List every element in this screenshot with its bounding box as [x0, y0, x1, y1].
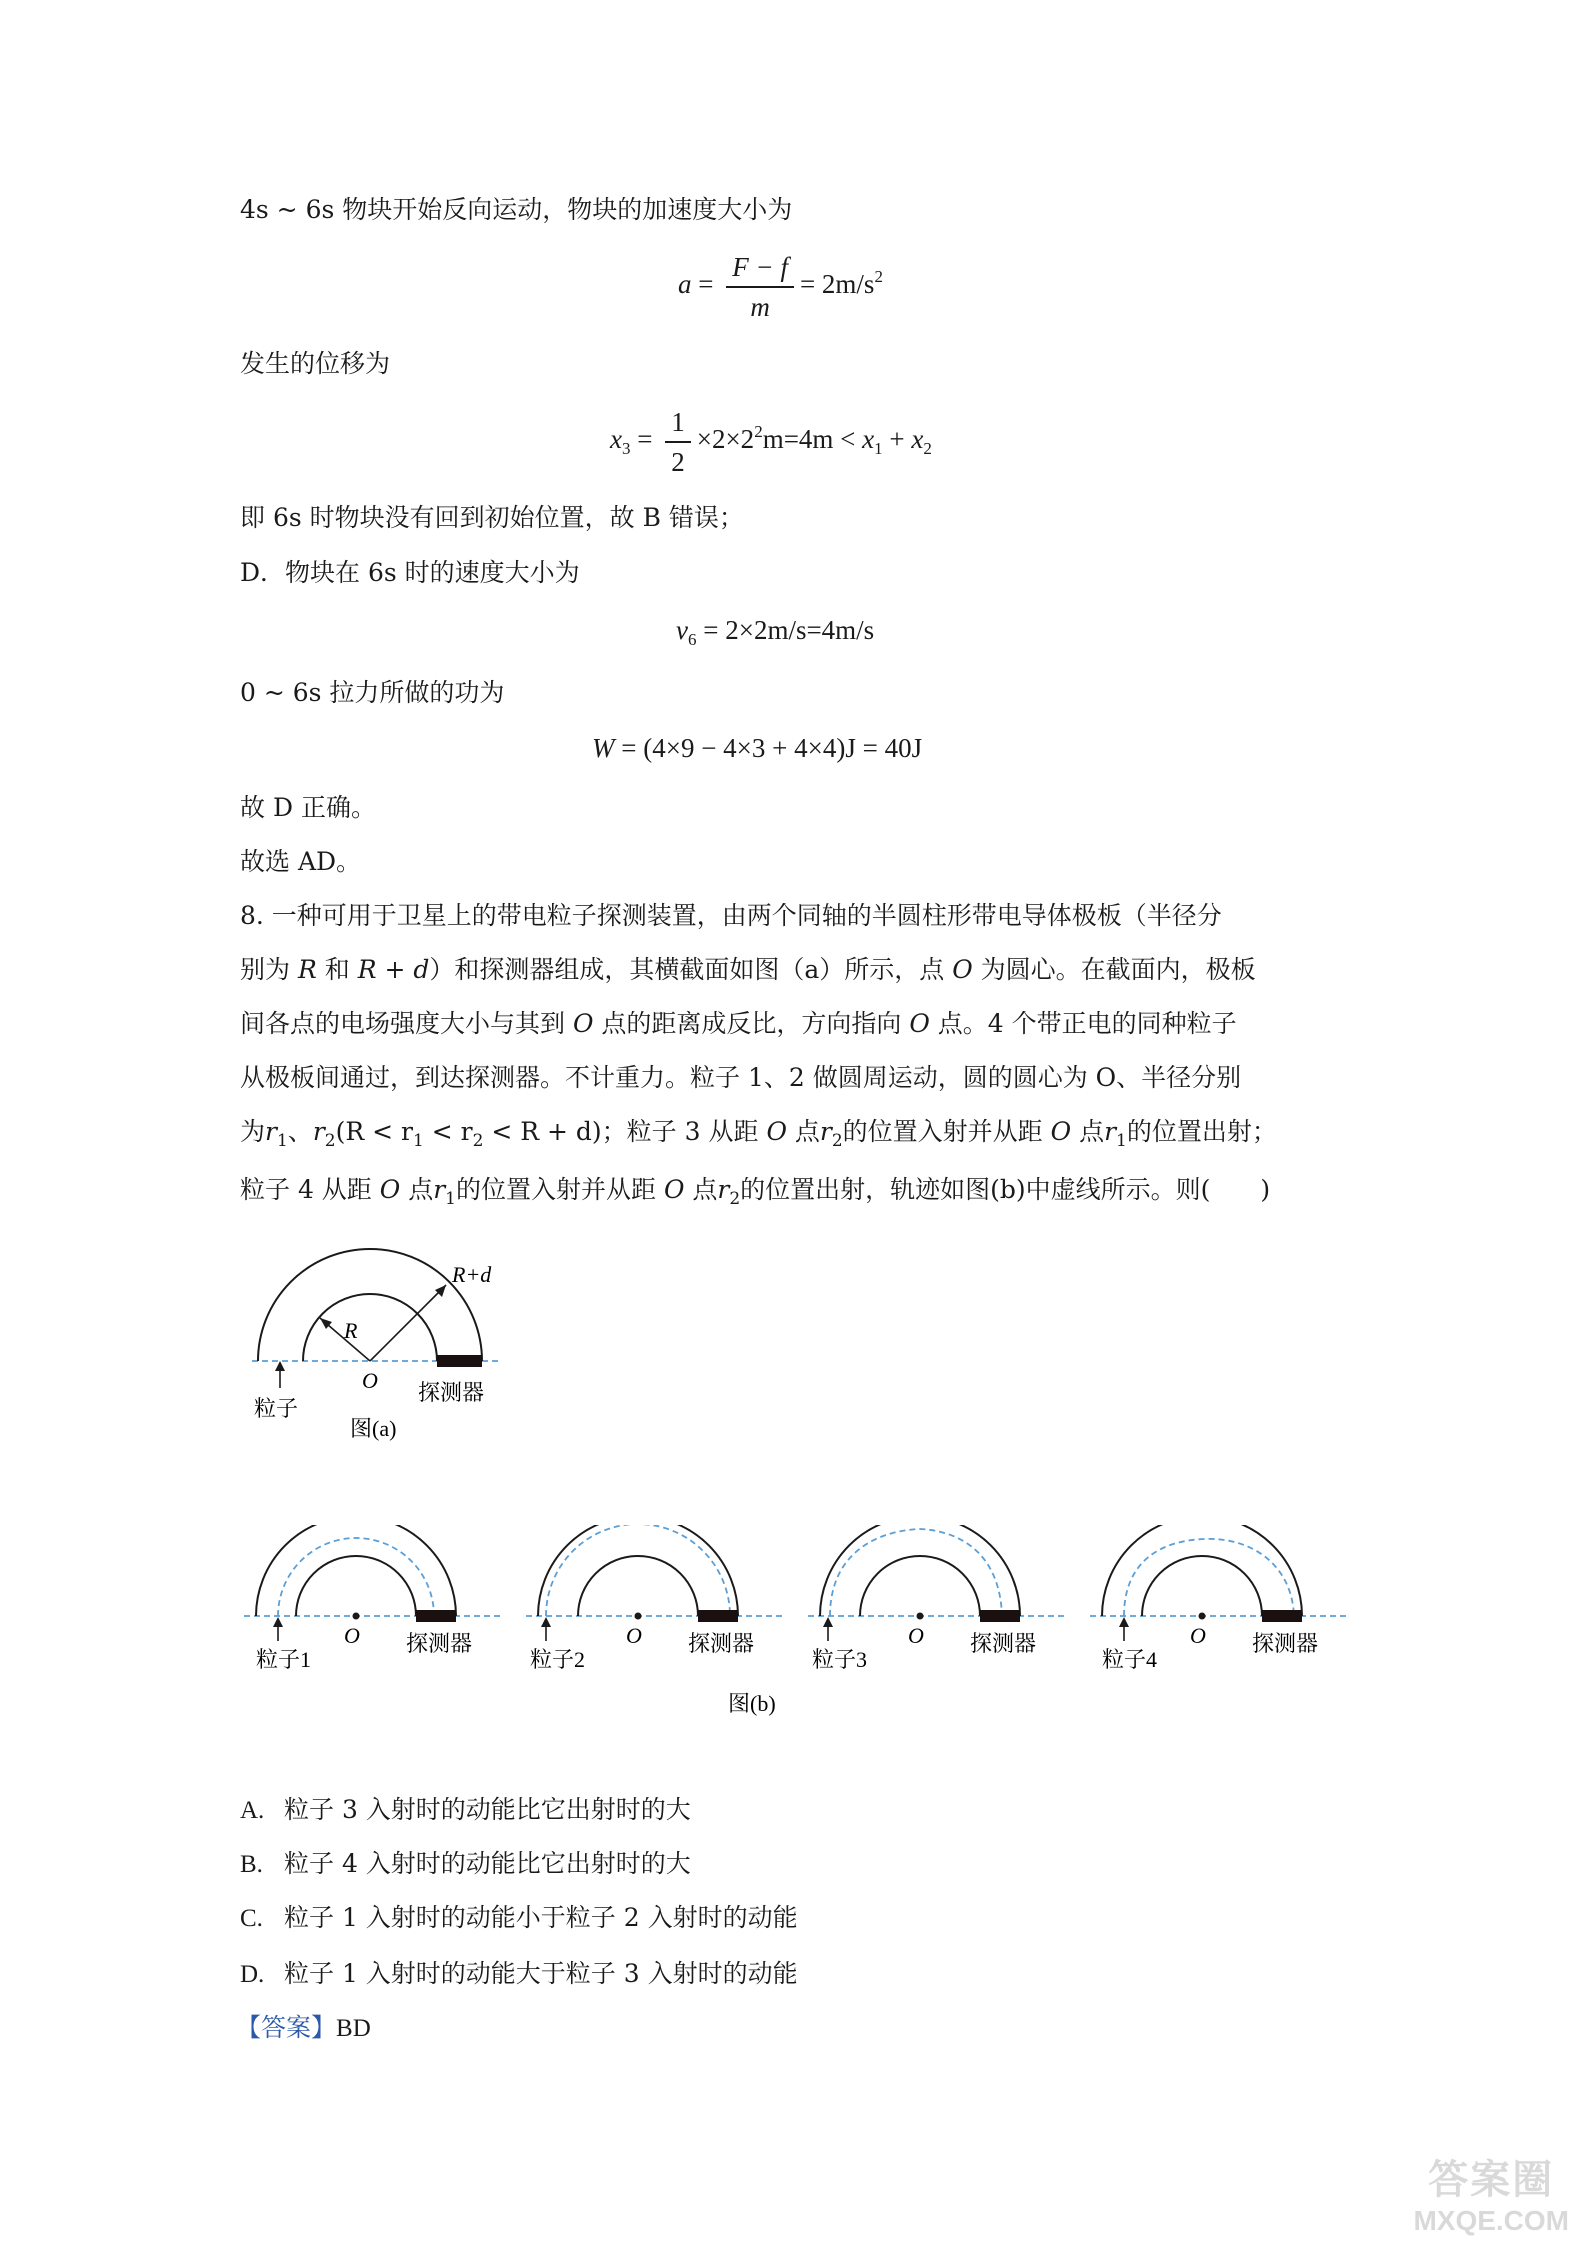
- panel-1-detector-block: [416, 1610, 456, 1622]
- panel-4-arrowhead: [1119, 1617, 1129, 1627]
- option-c: C. 粒子 1 入射时的动能小于粒子 2 入射时的动能: [240, 1903, 798, 1932]
- panel-4-label-o: O: [1190, 1623, 1206, 1648]
- label-particle: 粒子: [254, 1396, 299, 1421]
- question-8-line-3: 间各点的电场强度大小与其到 O 点的距离成反比，方向指向 O 点。4 个带正电的同种粒子: [240, 1009, 1237, 1038]
- figure-a: [240, 1240, 540, 1450]
- panel-4-label-detector: 探测器: [1252, 1631, 1319, 1656]
- text-line-4: D．物块在 6s 时的速度大小为: [240, 558, 580, 587]
- label-detector: 探测器: [418, 1380, 485, 1405]
- panel-4-trajectory: [1124, 1539, 1294, 1616]
- text-line-2: 发生的位移为: [240, 349, 391, 378]
- panel-3-label-particle: 粒子3: [812, 1647, 868, 1672]
- arrowhead-entry: [275, 1361, 285, 1371]
- figure-a-diagram: [240, 1240, 540, 1450]
- label-r-plus-d: R+d: [452, 1262, 492, 1287]
- watermark: [1413, 2148, 1569, 2237]
- question-8-line-1: 8. 一种可用于卫星上的带电粒子探测装置，由两个同轴的半圆柱形带电导体极板（半径分: [240, 901, 1222, 930]
- panel-3-label-detector: 探测器: [970, 1631, 1037, 1656]
- panel-3-center-dot: [917, 1613, 924, 1620]
- text-line-7: 故选 AD。: [240, 847, 362, 876]
- panel-2-label-particle: 粒子2: [530, 1647, 586, 1672]
- outer-plate: [258, 1249, 482, 1361]
- panel-1-inner-plate: [296, 1556, 416, 1616]
- watermark-top: 答案圈: [1428, 2156, 1555, 2203]
- text-line-5: 0 ~ 6s 拉力所做的功为: [240, 678, 505, 707]
- watermark-bottom: MXQE.COM: [1413, 2205, 1569, 2236]
- caption-a: 图(a): [350, 1416, 397, 1441]
- panel-3-outer-plate: [820, 1525, 1020, 1616]
- panel-1-trajectory: [278, 1538, 434, 1616]
- panel-2-label-o: O: [626, 1623, 642, 1648]
- panel-1-label-o: O: [344, 1623, 360, 1648]
- option-a: A. 粒子 3 入射时的动能比它出射时的大: [240, 1795, 691, 1824]
- detector-block: [437, 1355, 482, 1367]
- question-8-line-4: 从极板间通过，到达探测器。不计重力。粒子 1、2 做圆周运动，圆的圆心为 O、半径分别: [240, 1063, 1242, 1092]
- panel-1-label-detector: 探测器: [406, 1631, 473, 1656]
- question-8-line-2: 别为 R 和 R + d）和探测器组成，其横截面如图（a）所示，点 O 为圆心。在截面内，极板: [240, 955, 1256, 984]
- text-line-6: 故 D 正确。: [240, 793, 376, 822]
- panel-2-center-dot: [635, 1613, 642, 1620]
- panel-2-inner-plate: [578, 1556, 698, 1616]
- inner-plate: [303, 1294, 437, 1361]
- panel-1-label-particle: 粒子1: [256, 1647, 312, 1672]
- answer-tag: 【答案】: [236, 2013, 337, 2042]
- panel-3-detector-block: [980, 1610, 1020, 1622]
- panel-2-label-detector: 探测器: [688, 1631, 755, 1656]
- option-d: D. 粒子 1 入射时的动能大于粒子 3 入射时的动能: [240, 1959, 798, 1988]
- figure-b-panel-3: [808, 1525, 1066, 1672]
- equation-acceleration: a = $\frac{F - f}{m}$ = $2m/s^2$: [678, 252, 883, 322]
- figure-b: [240, 1525, 1360, 1735]
- option-b: B. 粒子 4 入射时的动能比它出射时的大: [240, 1849, 691, 1878]
- equation-work: W = (4×9 − 4×3 + 4×4)J = 40J: [592, 733, 923, 763]
- text-line-1: 4s ~ 6s 物块开始反向运动，物块的加速度大小为: [240, 195, 793, 224]
- answer-line: [236, 2010, 371, 2047]
- equation-displacement: $x_3$ = $\frac{1}{2}$ $\times 2\times 2^2m=4m < x_1 + x_2$: [610, 407, 932, 477]
- answer-value: BD: [336, 2015, 371, 2042]
- panel-4-inner-plate: [1142, 1556, 1262, 1616]
- text-line-3: 即 6s 时物块没有回到初始位置，故 B 错误；: [240, 503, 744, 532]
- panel-3-label-o: O: [908, 1623, 924, 1648]
- panel-4-center-dot: [1199, 1613, 1206, 1620]
- label-o: O: [362, 1368, 378, 1393]
- radius-rd-arrow: [370, 1285, 446, 1361]
- panel-2-detector-block: [698, 1610, 738, 1622]
- panel-2-outer-plate: [538, 1525, 738, 1616]
- panel-1-center-dot: [353, 1613, 360, 1620]
- panel-2-arrowhead: [541, 1617, 551, 1627]
- panel-3-trajectory: [830, 1529, 1002, 1616]
- question-8-line-6: 粒子 4 从距 O 点$r_1$的位置入射并从距 O 点$r_2$的位置出射，轨迹如图(b)中虚线所示。则( ): [240, 1175, 1271, 1209]
- panel-4-label-particle: 粒子4: [1102, 1647, 1158, 1672]
- panel-3-inner-plate: [860, 1556, 980, 1616]
- figure-b-panel-4: [1090, 1525, 1348, 1672]
- panel-4-detector-block: [1262, 1610, 1302, 1622]
- equation-velocity: $v_6 = 2\times 2m/s=4m/s$: [676, 615, 875, 649]
- figure-b-diagram: [240, 1525, 1360, 1735]
- panel-3-arrowhead: [823, 1617, 833, 1627]
- caption-b: 图(b): [728, 1691, 776, 1716]
- label-r: R: [344, 1318, 358, 1343]
- panel-1-arrowhead: [273, 1617, 283, 1627]
- figure-b-panel-1: [244, 1525, 502, 1672]
- question-8-line-5: 为$r_1$、$r_2(R < r_1 < r_2 < R + d)$；粒子 3 从距 O 点$r_2$的位置入射并从距 O 点$r_1$的位置出射；: [240, 1117, 1277, 1151]
- figure-b-panel-2: [526, 1525, 784, 1672]
